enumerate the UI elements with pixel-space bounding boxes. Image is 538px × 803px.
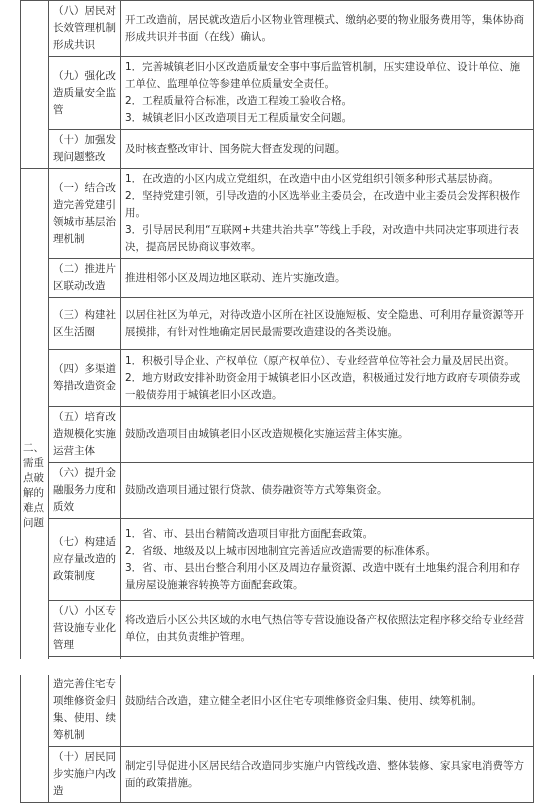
- table-row: [21, 130, 534, 169]
- item-cell: （十）居民同步实施户内改造: [49, 747, 121, 803]
- desc-line: 制定引导促进小区居民结合改造同步实施户内管线改造、整体装修、家具家电消费等方面的政策措施。: [125, 759, 524, 789]
- desc-cell: [121, 298, 534, 350]
- item-cell: （五）培育改造规模化实施运营主体: [49, 407, 121, 463]
- item-cell: （八）小区专营设施专业化管理: [49, 601, 121, 657]
- item-cell: （一）结合改造完善党建引领城市基层治理机制: [49, 169, 121, 259]
- item-cell: （七）构建适应存量改造的政策制度: [49, 519, 121, 601]
- table-row: [21, 519, 534, 601]
- desc-line: 3．城镇老旧小区改造项目无工程质量安全问题。: [125, 112, 353, 124]
- desc-line: 以居住社区为单元，对待改造小区所在社区设施短板、安全隐患、可利用存量资源等开展摸排，有针对性地确定居民最需要改造建设的各类设施。: [125, 308, 524, 338]
- desc-line: 鼓励改造项目由城镇老旧小区改造规模化实施运营主体实施。: [125, 428, 409, 440]
- item-cell: （九）强化改造质量安全监管: [49, 57, 121, 130]
- desc-line: 2．省级、地级及以上城市因地制宜完善适应改造需要的标准体系。: [125, 544, 437, 557]
- desc-line: 开工改造前，居民就改造后小区物业管理模式、缴纳必要的物业服务费用等，集体协商形成共识并书面（在线）确认。: [125, 13, 524, 43]
- table-row: [21, 259, 534, 298]
- page-margin: [0, 659, 538, 675]
- desc-cell: [121, 601, 534, 657]
- desc-cell: [121, 259, 534, 298]
- table-row: [21, 463, 534, 519]
- desc-cell: [121, 747, 534, 803]
- table-row: [21, 407, 534, 463]
- policy-table: [20, 0, 534, 803]
- desc-cell: [121, 169, 534, 259]
- policy-table-page: [20, 0, 534, 797]
- desc-line: 1．省、市、县出台精简改造项目审批方面配套政策。: [125, 527, 374, 540]
- desc-line: 及时核查整改审计、国务院大督查发现的问题。: [125, 142, 346, 155]
- desc-line: 鼓励结合改造，建立健全老旧小区住宅专项维修资金归集、使用、续筹机制。: [125, 695, 482, 707]
- desc-cell: [121, 463, 534, 519]
- item-cell: 造完善住宅专项维修资金归集、使用、续筹机制: [49, 657, 121, 747]
- desc-line: 3．引导居民利用“互联网+共建共治共享”等线上手段，对改造中共同决定事项进行表决，提高居民协商议事效率。: [125, 224, 519, 253]
- desc-cell: [121, 407, 534, 463]
- table-row: [21, 57, 534, 130]
- desc-cell: [121, 350, 534, 407]
- desc-line: 鼓励改造项目通过银行贷款、债券融资等方式筹集资金。: [125, 484, 388, 496]
- category-cell-top: [21, 1, 49, 169]
- table-row: [21, 169, 534, 259]
- desc-line: 推进相邻小区及周边地区联动、连片实施改造。: [125, 271, 346, 284]
- desc-line: 1．在改造的小区内成立党组织，在改造中由小区党组织引领多种形式基层协商。: [125, 173, 500, 185]
- desc-cell: [121, 519, 534, 601]
- desc-cell: [121, 1, 534, 57]
- item-cell: （三）构建社区生活圈: [49, 298, 121, 350]
- desc-line: 1．积极引导企业、产权单位（原产权单位）、专业经营单位等社会力量及居民出资。: [125, 354, 515, 367]
- table-row: [21, 1, 534, 57]
- item-cell: （六）提升金融服务力度和质效: [49, 463, 121, 519]
- desc-cell: [121, 130, 534, 169]
- table-row: [21, 350, 534, 407]
- table-row: [21, 747, 534, 803]
- desc-line: 2．地方财政安排补助资金用于城镇老旧小区改造，积极通过发行地方政府专项债券或一般债券用于城镇老旧小区改造。: [125, 371, 521, 401]
- table-row: [21, 298, 534, 350]
- desc-line: 3．省、市、县出台整合利用小区及周边存量资源、改造中既有土地集约混合利用和存量房屋设施兼容转换等方面配套政策。: [125, 561, 521, 591]
- item-cell: （二）推进片区联动改造: [49, 259, 121, 298]
- item-cell: （十）加强发现问题整改: [49, 130, 121, 169]
- desc-line: 将改造后小区公共区域的水电气热信等专营设施设备产权依照法定程序移交给专业经营单位，由其负责维护管理。: [125, 613, 524, 643]
- item-cell: （八）居民对长效管理机制形成共识: [49, 1, 121, 57]
- category-cell-main: 二、需重点破解的难点问题: [21, 169, 49, 803]
- item-cell: （四）多渠道筹措改造资金: [49, 350, 121, 407]
- desc-cell: [121, 57, 534, 130]
- desc-line: 1．完善城镇老旧小区改造质量安全事中事后监管机制，压实建设单位、设计单位、施工单位、监理单位等参建单位质量安全责任。: [125, 61, 521, 90]
- desc-line: 2．坚持党建引领，引导改造的小区选举业主委员会，在改造中业主委员会发挥积极作用。: [125, 190, 521, 219]
- table-row: [21, 601, 534, 657]
- desc-line: 2．工程质量符合标准，改造工程竣工验收合格。: [125, 95, 353, 107]
